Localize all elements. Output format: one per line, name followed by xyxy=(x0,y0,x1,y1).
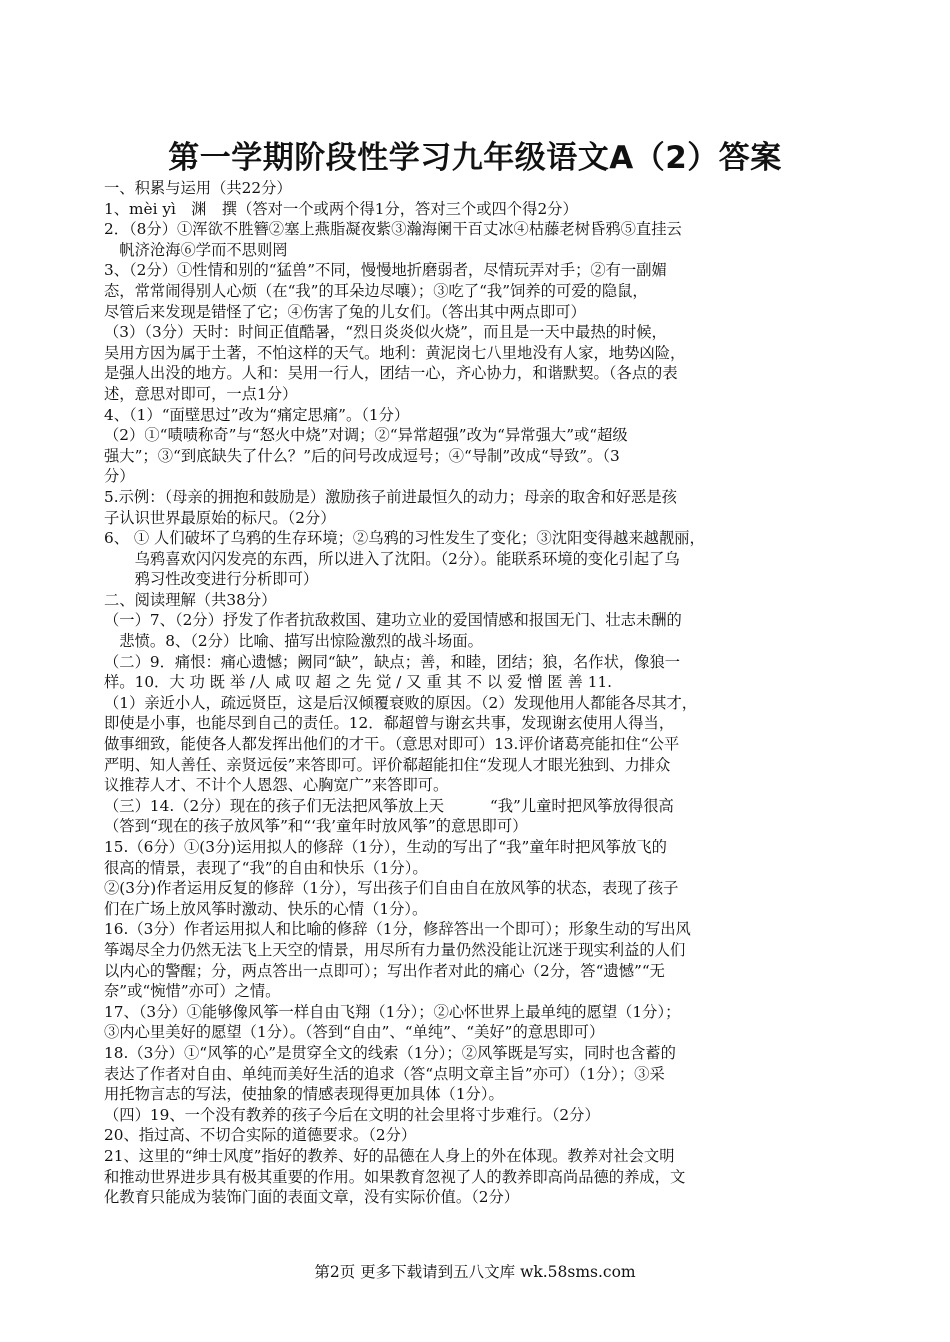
answer-line: 很高的情景，表现了“我”的自由和快乐（1分）。 xyxy=(104,858,428,877)
answer-line: 二、阅读理解（共38分） xyxy=(104,590,277,609)
answer-line: 帆济沧海⑥学而不思则罔 xyxy=(104,240,288,259)
answer-line: 20、指过高、不切合实际的道德要求。（2分） xyxy=(104,1126,417,1145)
answer-line: 分） xyxy=(104,467,135,486)
answer-line: 以内心的警醒；分，两点答出一点即可）；写出作者对此的痛心（2分，答“遗憾”“无 xyxy=(104,961,665,980)
answer-line: 奈”或“惋惜”亦可）之情。 xyxy=(104,982,281,1001)
answer-line: 21、这里的“绅士风度”指好的教养、好的品德在人身上的外在体现。教养对社会文明 xyxy=(104,1146,675,1165)
answer-line: 16.（3分）作者运用拟人和比喻的修辞（1分，修辞答出一个即可）；形象生动的写出风 xyxy=(104,920,691,939)
answer-line: 6、 ① 人们破坏了乌鸦的生存环境；②乌鸦的习性发生了变化；③沈阳变得越来越靓丽， xyxy=(104,529,705,548)
answer-line: （3）（3分）天时：时间正值酷暑，“烈日炎炎似火烧”，而且是一天中最热的时候， xyxy=(104,323,667,342)
page-footer: 第2页 更多下载请到五八文库 wk.58sms.com xyxy=(314,1263,636,1281)
answer-line: 1、mèi yì 渊 撰（答对一个或两个得1分，答对三个或四个得2分） xyxy=(104,199,578,218)
answer-line: 述，意思对即可，一点1分） xyxy=(104,384,298,403)
answer-line: 议推荐人才、不计个人恩怨、心胸宽广”来答即可。 xyxy=(104,776,449,795)
answer-line: 一、积累与运用（共22分） xyxy=(104,179,292,197)
answer-body xyxy=(104,178,854,1208)
answer-line: 3、（2分）①性情和别的“猛兽”不同，慢慢地折磨弱者，尽情玩弄对手；②有一副媚 xyxy=(104,261,667,280)
answer-line: 筝竭尽全力仍然无法飞上天空的情景，用尽所有力量仍然没能让沉迷于现实利益的人们 xyxy=(104,940,686,959)
answer-line: 5.示例：（母亲的拥抱和鼓励是）激励孩子前进最恒久的动力；母亲的取舍和好恶是孩 xyxy=(104,487,677,506)
answer-line: （四）19、一个没有教养的孩子今后在文明的社会里将寸步难行。（2分） xyxy=(104,1105,600,1124)
answer-line: 用托物言志的写法，使抽象的情感表现得更加具体（1分）。 xyxy=(104,1085,504,1104)
answer-line: 18.（3分）①“风筝的心”是贯穿全文的线索（1分）；②风筝既是写实，同时也含蓄的 xyxy=(104,1043,676,1062)
answer-line: ③内心里美好的愿望（1分）。（答到“自由”、“单纯”、“美好”的意思即可） xyxy=(104,1023,605,1042)
answer-line: （1）亲近小人，疏远贤臣，这是后汉倾覆衰败的原因。（2）发现他用人都能各尽其才， xyxy=(104,693,698,712)
answer-line: 4、（1）“面壁思过”改为“痛定思痛”。（1分） xyxy=(104,405,410,424)
answer-line: 表达了作者对自由、单纯而美好生活的追求（答“点明文章主旨”亦可）（1分）；③采 xyxy=(104,1064,665,1083)
answer-line: 17、（3分）①能够像风筝一样自由飞翔（1分）；②心怀世界上最单纯的愿望（1分）； xyxy=(104,1002,681,1021)
answer-line: 悲愤。8、（2分）比喻、描写出惊险激烈的战斗场面。 xyxy=(104,632,483,651)
answer-line: 15.（6分）①(3分)运用拟人的修辞（1分），生动的写出了“我”童年时把风筝放飞的 xyxy=(104,838,667,856)
answer-line: 们在广场上放风筝时激动、快乐的心情（1分）。 xyxy=(104,899,428,918)
answer-line: 和推动世界进步具有极其重要的作用。如果教育忽视了人的教养即高尚品德的养成，文 xyxy=(104,1167,686,1186)
answer-line: 鸦习性改变进行分析即可） xyxy=(104,570,319,589)
page-title: 第一学期阶段性学习九年级语文A（2）答案 xyxy=(168,140,782,176)
answer-line: 即使是小事，也能尽到自己的责任。12．郗超曾与谢玄共事，发现谢玄使用人得当， xyxy=(104,714,675,733)
answer-line: 2．（8分）①浑欲不胜簪②塞上燕脂凝夜紫③瀚海阑干百丈冰④枯藤老树昏鸦⑤直挂云 xyxy=(104,220,682,239)
answer-line: 严明、知人善任、亲贤远佞”来答即可。评价郗超能扣住“发现人才眼光独到、力排众 xyxy=(104,755,671,774)
answer-line: （一）7、（2分）抒发了作者抗敌救国、建功立业的爱国情感和报国无门、壮志未酬的 xyxy=(104,611,682,630)
answer-line: 样。10．大 功 既 举 /人 咸 叹 超 之 先 觉 / 又 重 其 不 以 爱 憎 匿 善 11. xyxy=(104,673,613,692)
answer-line: （2）①“啧啧称奇”与“怒火中烧”对调；②“异常超强”改为“异常强大”或“超级 xyxy=(104,426,628,445)
answer-line: 是强人出没的地方。人和：吴用一行人，团结一心，齐心协力，和谐默契。（各点的表 xyxy=(104,364,678,383)
answer-line: （三）14.（2分）现在的孩子们无法把风筝放上天 “我”儿童时把风筝放得很高 xyxy=(104,796,674,815)
answer-line: 吴用方因为属于土著，不怕这样的天气。地利：黄泥岗七八里地没有人家，地势凶险， xyxy=(104,343,686,362)
answer-line: 化教育只能成为装饰门面的表面文章，没有实际价值。（2分） xyxy=(104,1188,520,1207)
answer-line: 子认识世界最原始的标尺。（2分） xyxy=(104,508,336,527)
answer-line: 做事细致，能使各人都发挥出他们的才干。（意思对即可）13.评价诸葛亮能扣住“公平 xyxy=(104,735,680,754)
answer-line: 尽管后来发现是错怪了它；④伤害了兔的儿女们。（答出其中两点即可） xyxy=(104,302,586,321)
answer-line: 强大”；③“到底缺失了什么？”后的问号改成逗号；④“导制”改成“导致”。（3 xyxy=(104,446,620,465)
answer-line: 乌鸦喜欢闪闪发亮的东西，所以进入了沈阳。（2分）。能联系环境的变化引起了乌 xyxy=(104,549,680,568)
answer-line: （二）9．痛恨：痛心遗憾；阙同“缺”，缺点；善，和睦，团结；狼，名作状，像狼一 xyxy=(104,652,681,671)
answer-line: 态，常常闹得别人心烦（在“我”的耳朵边尽嚷）；③吃了“我”饲养的可爱的隐鼠， xyxy=(104,281,648,300)
answer-line: （答到“现在的孩子放风筝”和“‘我’童年时放风筝”的意思即可） xyxy=(104,817,528,836)
answer-line: ②(3分)作者运用反复的修辞（1分），写出孩子们自由自在放风筝的状态，表现了孩子 xyxy=(104,879,679,898)
